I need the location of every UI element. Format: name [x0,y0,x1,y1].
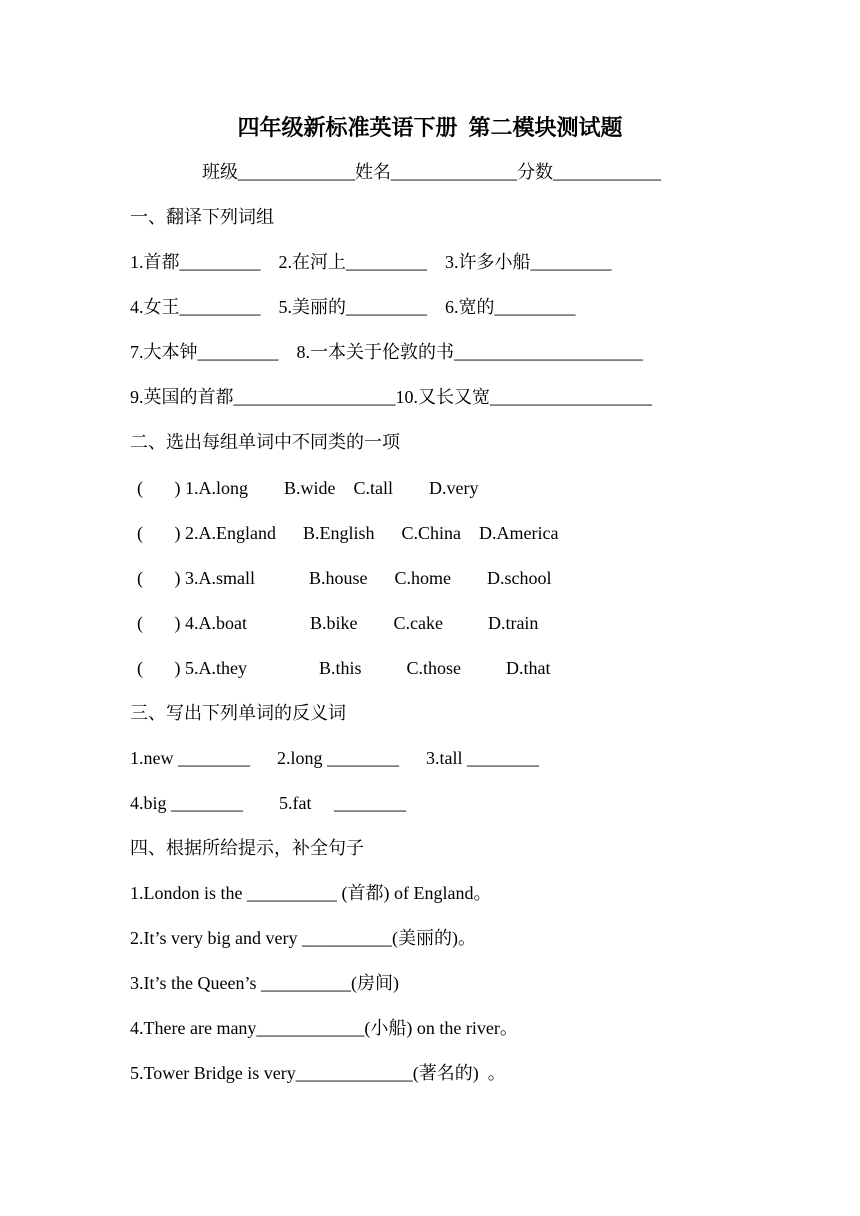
section-2-question-4: ( ) 4.A.boat B.bike C.cake D.train [137,613,539,633]
section-4-sentence-2: 2.It’s very big and very __________(美丽的)。 [130,928,476,948]
section-4-sentence-3: 3.It’s the Queen’s __________(房间) [130,973,399,993]
section-3-line-1: 1.new ________ 2.long ________ 3.tall ________ [130,748,539,768]
section-2-question-1: ( ) 1.A.long B.wide C.tall D.very [137,478,479,498]
section-2-question-5: ( ) 5.A.they B.this C.those D.that [137,658,551,678]
section-1-line-1: 1.首都_________ 2.在河上_________ 3.许多小船_________ [130,252,612,272]
page-title: 四年级新标准英语下册 第二模块测试题 [237,115,623,140]
section-2-question-3: ( ) 3.A.small B.house C.home D.school [137,568,552,588]
section-3-line-2: 4.big ________ 5.fat ________ [130,793,406,813]
section-2-question-2: ( ) 2.A.England B.English C.China D.America [137,523,559,543]
section-4-sentence-5: 5.Tower Bridge is very_____________(著名的) 。 [130,1063,506,1083]
section-1-heading: 一、翻译下列词组 [130,207,274,227]
section-3-heading: 三、写出下列单词的反义词 [130,703,346,723]
section-1-line-4: 9.英国的首都__________________10.又长又宽__________________ [130,387,652,407]
section-1-line-2: 4.女王_________ 5.美丽的_________ 6.宽的_________ [130,297,576,317]
student-info-line: 班级_____________姓名______________分数____________ [202,162,661,182]
section-1-line-3: 7.大本钟_________ 8.一本关于伦敦的书_____________________ [130,342,643,362]
section-2-heading: 二、选出每组单词中不同类的一项 [130,432,400,452]
section-4-sentence-1: 1.London is the __________ (首都) of England。 [130,883,492,903]
section-4-sentence-4: 4.There are many____________(小船) on the river。 [130,1018,518,1038]
section-4-heading: 四、根据所给提示，补全句子 [130,838,364,858]
